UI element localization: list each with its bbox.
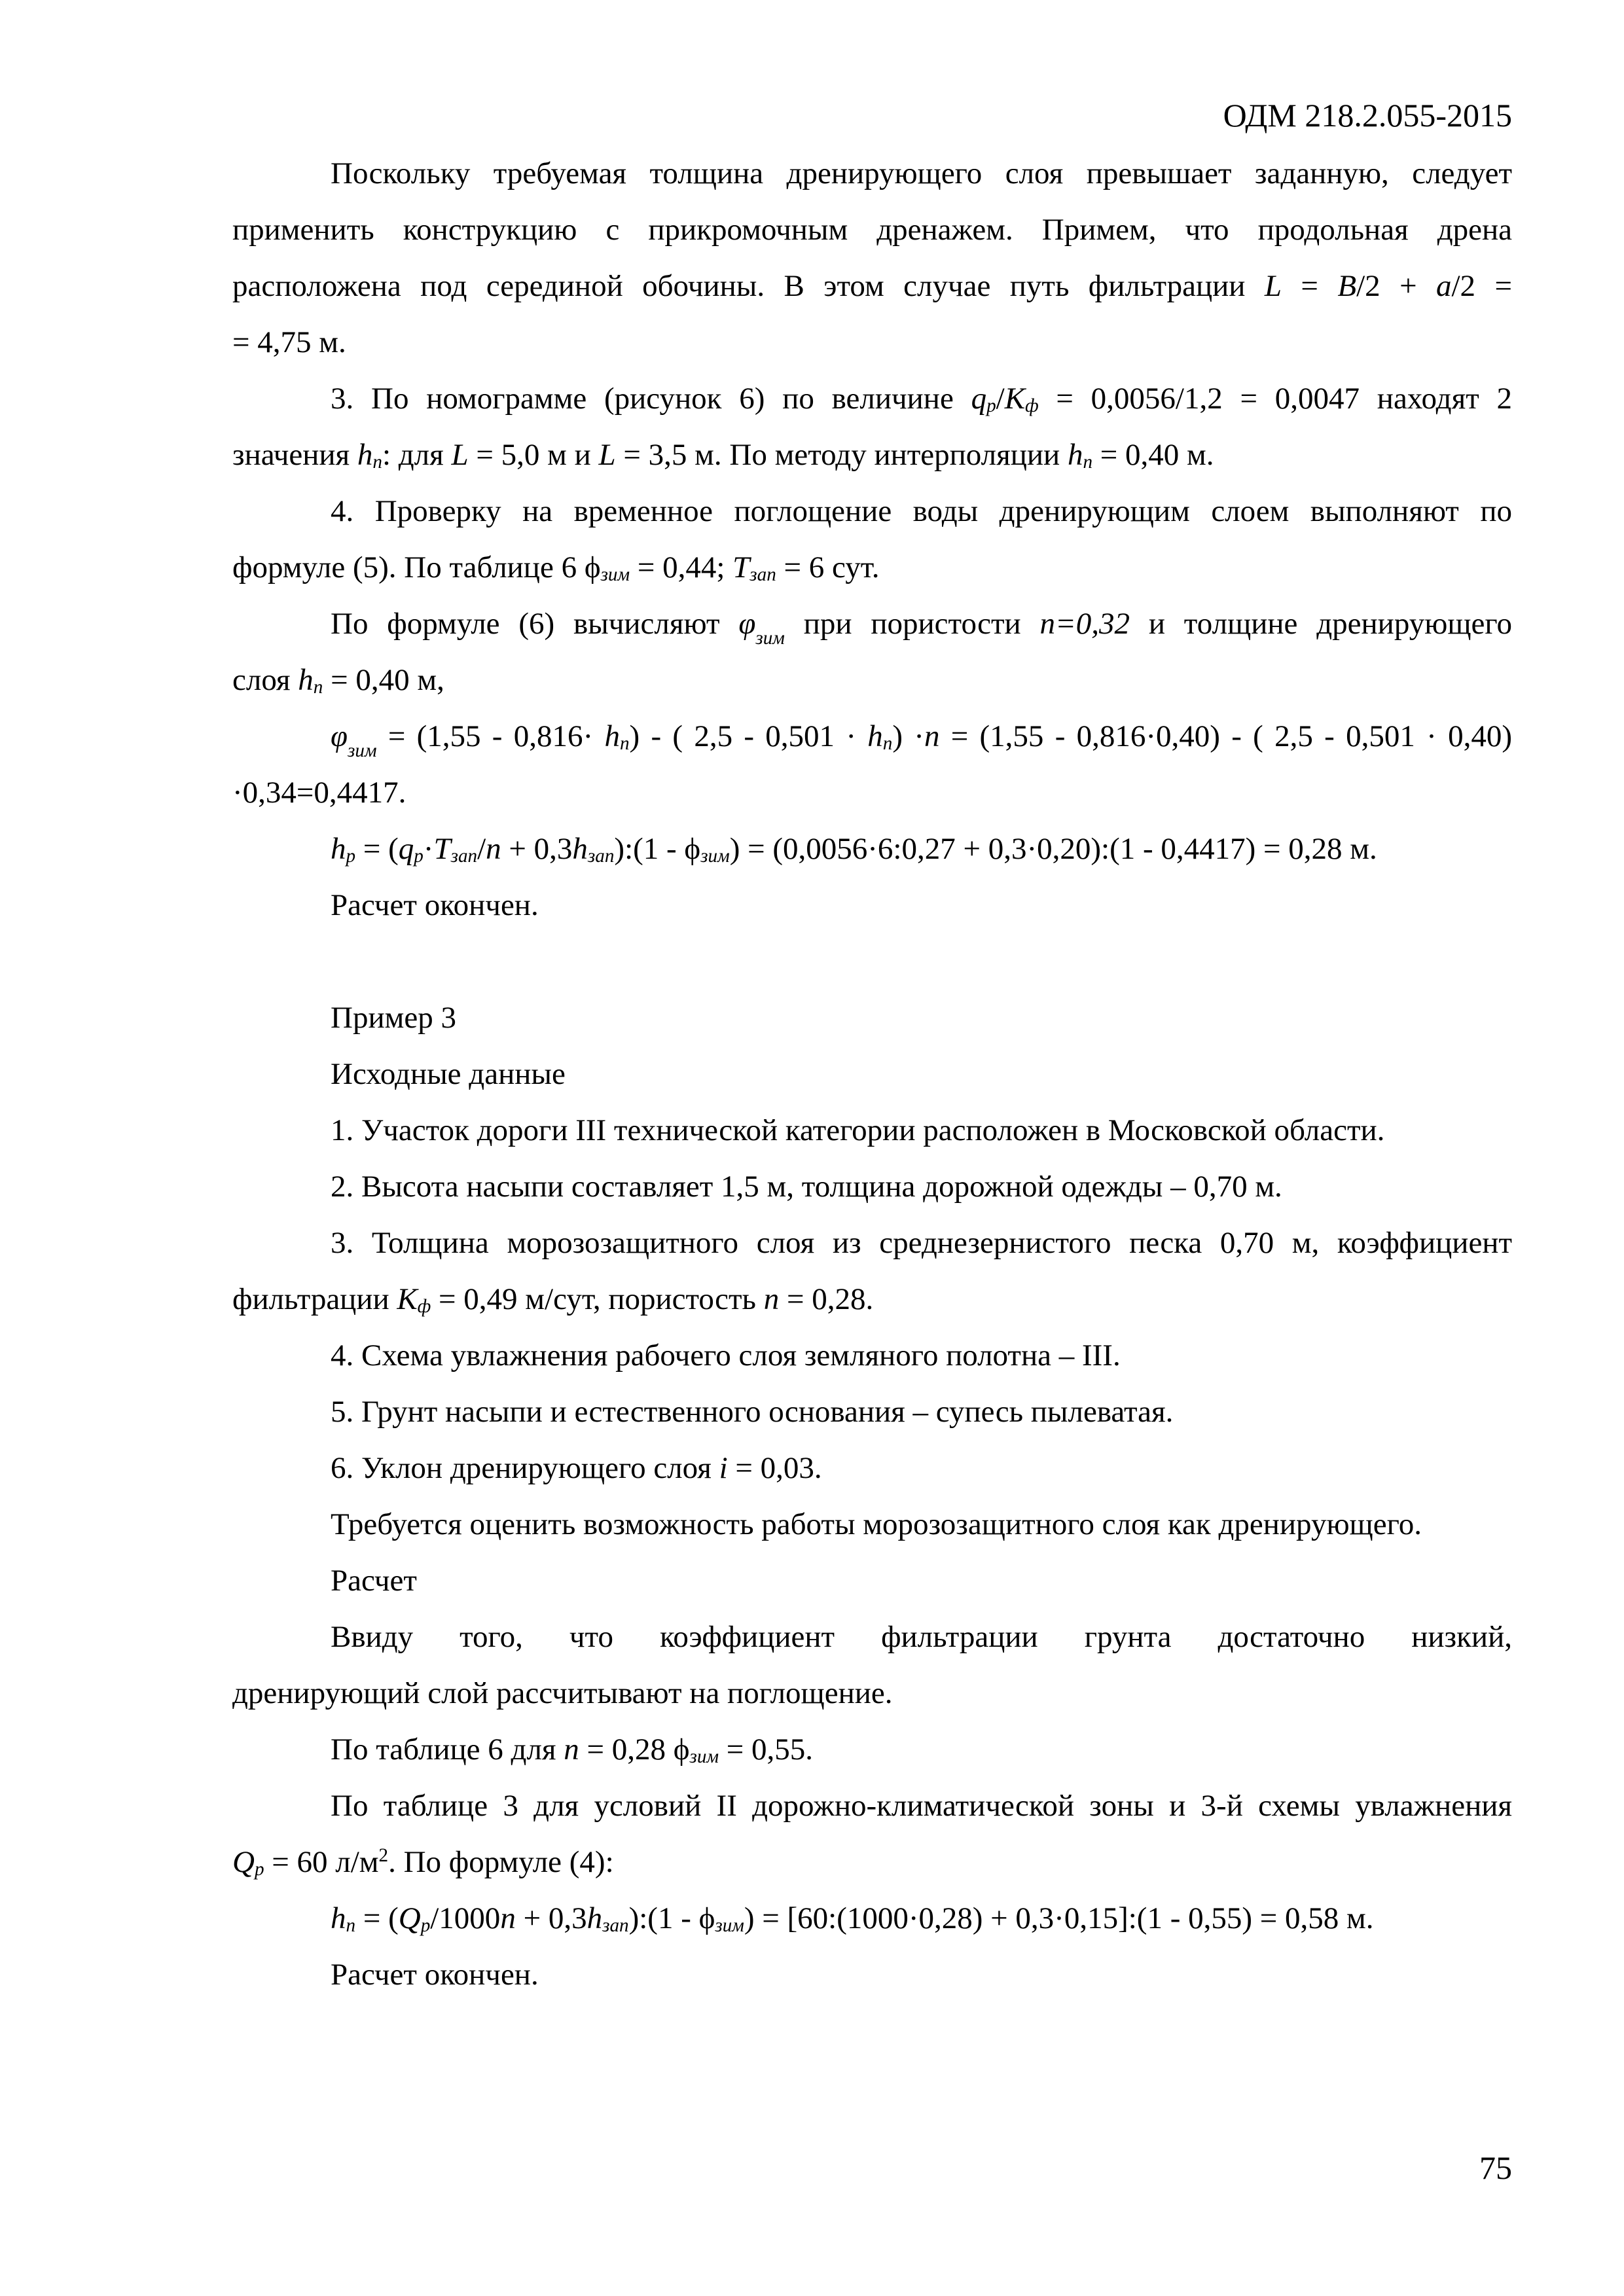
text-run: Q [232, 1845, 255, 1879]
text-run: Ввиду того, что коэффициент фильтрации грунта достаточно низкий, [331, 1620, 1512, 1654]
text-run: h [1067, 438, 1083, 472]
text-run: зап [602, 1915, 629, 1937]
text-run: = (1,55 - 0,816·0,40) - ( 2,5 - 0,501 · 0,40) [939, 719, 1512, 753]
text-run: . По формуле (4): [388, 1845, 614, 1879]
text-run: п [1083, 452, 1093, 473]
text-run: i [719, 1451, 728, 1485]
text-run: 4. Проверку на временное поглощение воды дренирующим слоем выполняют по [331, 494, 1512, 528]
text-run: Требуется оценить возможность работы морозозащитного слоя как дренирующего. [331, 1507, 1422, 1541]
text-run: п [619, 733, 630, 755]
text-run: р [414, 846, 424, 867]
page-number: 75 [1479, 2149, 1512, 2186]
text-run: По таблице 3 для условий II дорожно-климатической зоны и 3-й схемы увлажнения [331, 1789, 1512, 1823]
text-run: = 0,49 м/сут, пористость [431, 1282, 764, 1316]
text-run: h [357, 438, 373, 472]
text-run: дренирующий слой рассчитывают на поглощение. [232, 1676, 893, 1710]
text-run: значения [232, 438, 357, 472]
text-run: B [1337, 269, 1357, 303]
text-run: ) = [60:(1000·0,28) + 0,3·0,15]:(1 - 0,55) = 0,58 м. [744, 1901, 1374, 1935]
text-run: h [604, 719, 620, 753]
text-run: = (1,55 - 0,816· [376, 719, 605, 753]
text-run: + 0,3 [501, 832, 573, 866]
text-run: ф [1024, 395, 1039, 417]
text-run: ):(1 - ϕ [628, 1901, 715, 1935]
text-line [232, 1271, 1512, 1327]
text-run: п [313, 677, 323, 698]
paragraph [232, 990, 1512, 1046]
text-run: Т [732, 550, 750, 584]
text-run: n [924, 719, 940, 753]
paragraph [232, 877, 1512, 933]
text-run: = 0,40 м, [323, 663, 444, 697]
text-run: = 4,75 м. [232, 325, 346, 359]
text-line [232, 1046, 1512, 1102]
text-run: : для [382, 438, 452, 472]
text-run: ) - ( 2,5 - 0,501 · [629, 719, 868, 753]
text-line [232, 1384, 1512, 1440]
text-run: q [398, 832, 414, 866]
text-run: / [996, 382, 1005, 416]
text-line [232, 821, 1512, 877]
text-run: = 0,40 м. [1092, 438, 1214, 472]
paragraph [232, 1215, 1512, 1327]
text-run: q [971, 382, 987, 416]
text-run: h [331, 832, 346, 866]
text-run: ·0,34=0,4417. [232, 776, 406, 810]
text-run: п [372, 452, 382, 473]
text-line [232, 1778, 1512, 1834]
text-run: зим [755, 628, 785, 649]
text-run: /2 = [1451, 269, 1512, 303]
text-run: /2 + [1356, 269, 1436, 303]
text-line [232, 145, 1512, 202]
text-run: зим [600, 564, 630, 586]
text-line [232, 1721, 1512, 1778]
text-run: = 5,0 м и [468, 438, 599, 472]
paragraph [232, 821, 1512, 877]
text-run: 6. Уклон дренирующего слоя [331, 1451, 719, 1485]
text-run: К [397, 1282, 418, 1316]
text-run: слоя [232, 663, 298, 697]
paragraph [232, 1721, 1512, 1778]
text-line [232, 1609, 1512, 1665]
text-run: 3. По номограмме (рисунок 6) по величине [331, 382, 971, 416]
text-line [232, 483, 1512, 539]
text-line [232, 708, 1512, 764]
text-run: формуле (5). По таблице 6 ϕ [232, 550, 601, 584]
text-run: φ [331, 719, 348, 753]
text-run: Расчет окончен. [331, 888, 539, 922]
text-run: = 6 сут. [776, 550, 880, 584]
text-line [232, 652, 1512, 708]
text-run: зим [348, 740, 377, 762]
text-run: зим [700, 846, 730, 867]
text-run: = 60 л/м [264, 1845, 379, 1879]
blank-line [232, 933, 1512, 990]
text-run: = 0,55. [719, 1732, 814, 1767]
text-run: Исходные данные [331, 1057, 566, 1091]
text-run: Т [433, 832, 451, 866]
text-run: применить конструкцию с прикромочным дренажем. Примем, что продольная дрена [232, 213, 1512, 247]
text-run: a [1436, 269, 1452, 303]
text-line [232, 1215, 1512, 1271]
text-run: = 3,5 м. По методу интерполяции [615, 438, 1068, 472]
text-run: зап [587, 846, 615, 867]
paragraph [232, 1327, 1512, 1384]
text-line [232, 1665, 1512, 1721]
text-run: Расчет [331, 1564, 417, 1598]
text-run: и толщине дренирующего [1129, 607, 1512, 641]
text-run: ):(1 - ϕ [614, 832, 701, 866]
text-line [232, 1834, 1512, 1890]
text-run: р [420, 1915, 431, 1937]
text-run: φ [738, 607, 756, 641]
text-run: 4. Схема увлажнения рабочего слоя земляного полотна – III. [331, 1338, 1121, 1372]
text-run: L [451, 438, 469, 472]
text-run: L [598, 438, 616, 472]
paragraph [232, 370, 1512, 483]
text-run: 2 [378, 1844, 389, 1866]
text-run: h [331, 1901, 346, 1935]
document-body [232, 145, 1512, 2003]
text-run: h [867, 719, 883, 753]
paragraph [232, 1552, 1512, 1609]
text-run: К [1004, 382, 1025, 416]
text-line [232, 596, 1512, 652]
text-run: ) · [892, 719, 924, 753]
text-run: зап [749, 564, 776, 586]
paragraph [232, 708, 1512, 821]
paragraph [232, 1778, 1512, 1890]
text-run: По формуле (6) вычисляют [331, 607, 739, 641]
text-run: / [477, 832, 486, 866]
paragraph [232, 1609, 1512, 1721]
text-run: n [486, 832, 501, 866]
text-run: h [586, 1901, 603, 1935]
text-line [232, 1552, 1512, 1609]
text-run: 3. Толщина морозозащитного слоя из среднезернистого песка 0,70 м, коэффициент [331, 1226, 1512, 1260]
text-run: = 0,0056/1,2 = 0,0047 находят 2 [1038, 382, 1513, 416]
text-line [232, 427, 1512, 483]
paragraph [232, 1440, 1512, 1496]
paragraph [232, 1384, 1512, 1440]
paragraph [232, 1890, 1512, 1946]
text-run: фильтрации [232, 1282, 397, 1316]
text-run: 5. Грунт насыпи и естественного основания – супесь пылеватая. [331, 1395, 1174, 1429]
text-run: = 0,28. [779, 1282, 874, 1316]
text-line [232, 1946, 1512, 2003]
text-run: n [500, 1901, 516, 1935]
text-run: Пример 3 [331, 1001, 456, 1035]
text-run: + 0,3 [515, 1901, 587, 1935]
paragraph [232, 145, 1512, 370]
paragraph [232, 483, 1512, 596]
document-code-header: ОДМ 218.2.055-2015 [1223, 97, 1512, 134]
paragraph [232, 1102, 1512, 1158]
text-line [232, 1158, 1512, 1215]
text-run: = 0,44; [630, 550, 733, 584]
text-run: = ( [355, 1901, 399, 1935]
text-run: ) = (0,0056·6:0,27 + 0,3·0,20):(1 - 0,4417) = 0,28 м. [729, 832, 1377, 866]
text-run: 2. Высота насыпи составляет 1,5 м, толщина дорожной одежды – 0,70 м. [331, 1170, 1282, 1204]
text-run: Поскольку требуемая толщина дренирующего слоя превышает заданную, следует [331, 156, 1512, 190]
paragraph [232, 1496, 1512, 1552]
text-run: 1. Участок дороги III технической категории расположен в Московской области. [331, 1113, 1385, 1147]
text-line [232, 877, 1512, 933]
text-run: = ( [355, 832, 399, 866]
text-line [232, 314, 1512, 370]
text-run: зим [715, 1915, 744, 1937]
text-run: р [254, 1859, 264, 1880]
text-run: Q [398, 1901, 421, 1935]
paragraph [232, 1158, 1512, 1215]
text-line [232, 258, 1512, 314]
text-run: = [1282, 269, 1338, 303]
text-line [232, 370, 1512, 427]
text-run: По таблице 6 для [331, 1732, 564, 1767]
text-run: р [986, 395, 996, 417]
text-run: зим [689, 1746, 719, 1768]
text-line [232, 764, 1512, 821]
text-line [232, 1496, 1512, 1552]
text-line [232, 539, 1512, 596]
text-run: при пористости [784, 607, 1040, 641]
text-run: = 0,03. [727, 1451, 822, 1485]
text-line [232, 1890, 1512, 1946]
paragraph [232, 596, 1512, 708]
text-run: · [423, 832, 434, 866]
text-run: L [1264, 269, 1282, 303]
text-run: h [572, 832, 588, 866]
text-run: зап [450, 846, 478, 867]
text-run: n=0,32 [1039, 607, 1130, 641]
text-run: = 0,28 ϕ [579, 1732, 690, 1767]
text-run: р [346, 846, 356, 867]
paragraph [232, 1046, 1512, 1102]
text-run: n [763, 1282, 780, 1316]
text-run: п [882, 733, 893, 755]
text-run: h [298, 663, 314, 697]
text-run: расположена под серединой обочины. В этом случае путь фильтрации [232, 269, 1265, 303]
text-run: п [346, 1915, 356, 1937]
text-run: n [564, 1732, 579, 1767]
text-line [232, 1440, 1512, 1496]
text-run: ф [417, 1296, 431, 1318]
text-line [232, 1102, 1512, 1158]
text-run: /1000 [430, 1901, 501, 1935]
text-line [232, 202, 1512, 258]
text-line [232, 1327, 1512, 1384]
text-line [232, 990, 1512, 1046]
text-run: Расчет окончен. [331, 1958, 539, 1992]
paragraph [232, 1946, 1512, 2003]
